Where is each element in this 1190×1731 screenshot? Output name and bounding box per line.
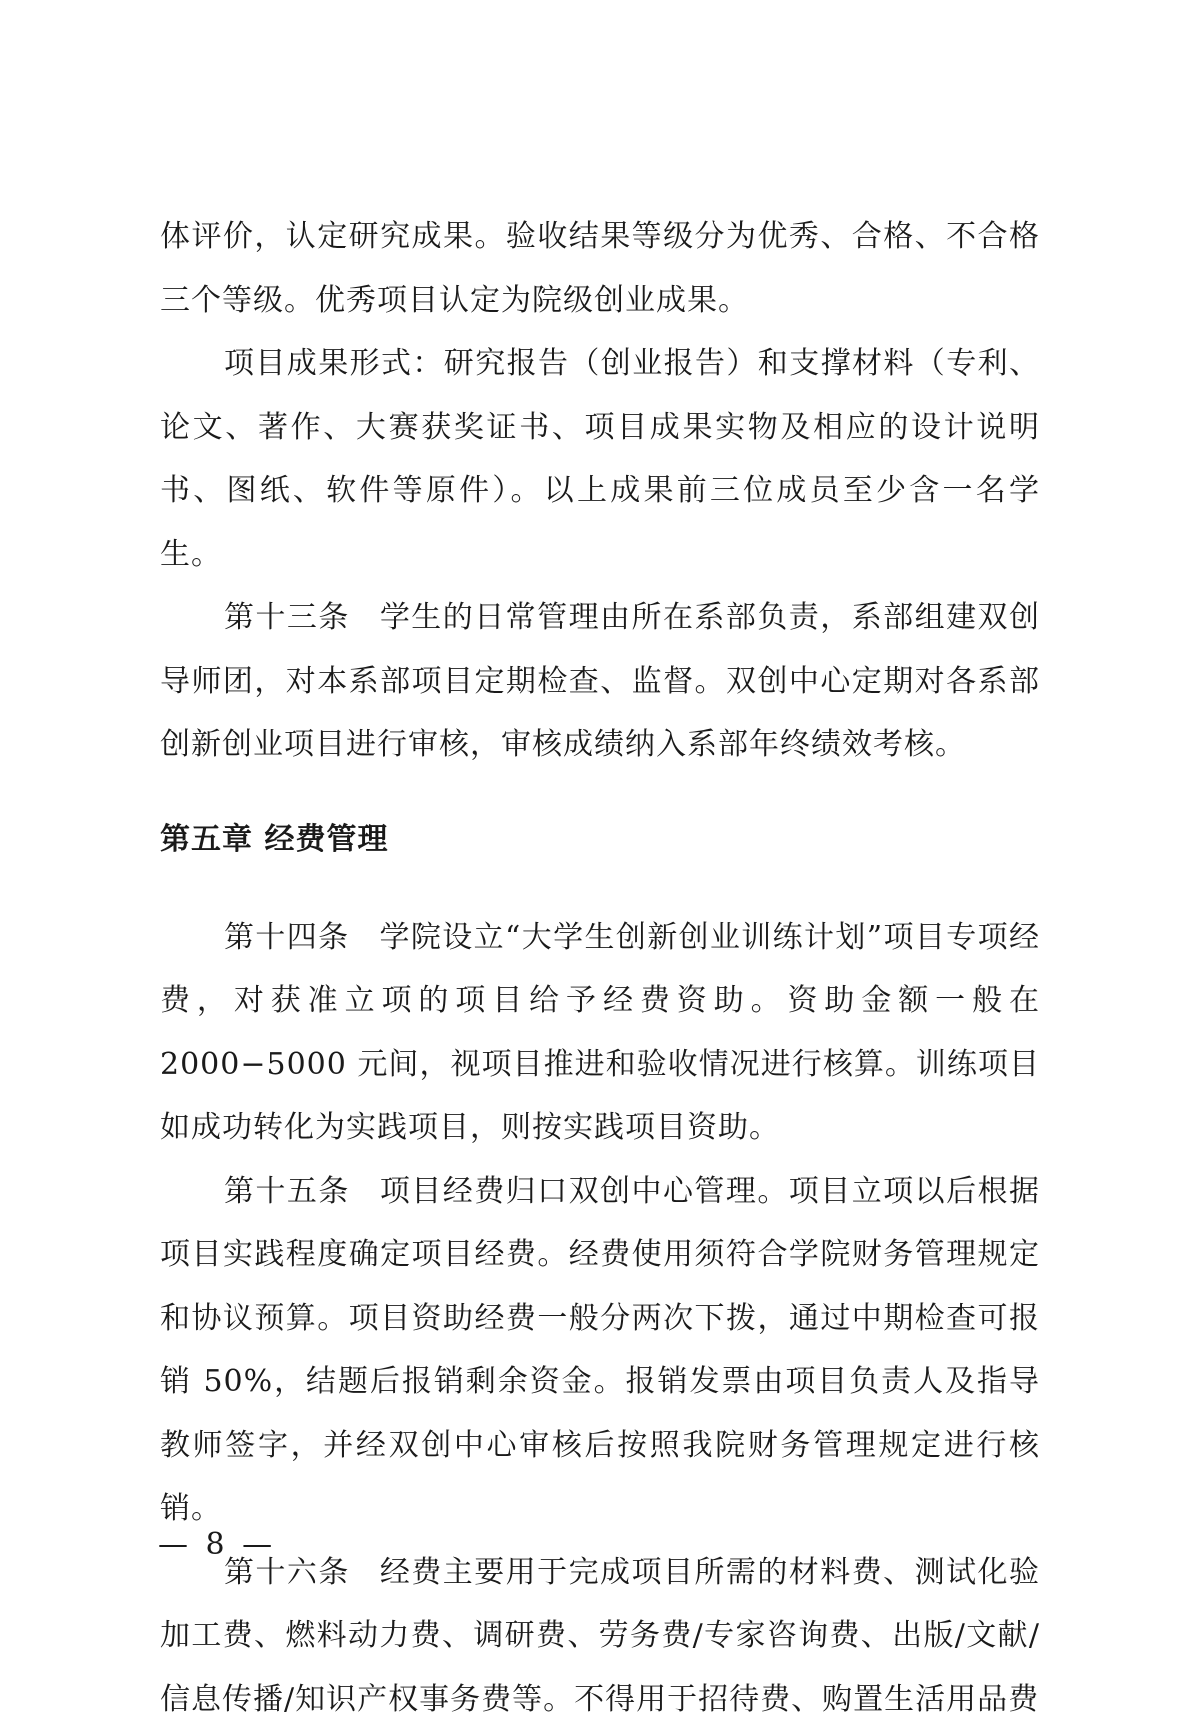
paragraph-result-forms: 项目成果形式：研究报告（创业报告）和支撑材料（专利、论文、著作、大赛获奖证书、项目成果实物及相应的设计说明书、图纸、软件等原件）。以上成果前三位成员至少含一名学生。: [160, 332, 1040, 586]
body-text: [160, 205, 1040, 1731]
article-13-label: 第十三条: [224, 600, 350, 635]
article-16-label: 第十六条: [224, 1555, 350, 1590]
article-13: [160, 586, 1040, 777]
article-14-text: 学院设立“大学生创新创业训练计划”项目专项经费，对获准立项的项目给予经费资助。资助金额一般在 2000−5000 元间，视项目推进和验收情况进行核算。训练项目如成功转化为实践项目，则按实践项目资助。: [160, 920, 1040, 1146]
article-15-label: 第十五条: [224, 1174, 350, 1209]
article-15-text: 项目经费归口双创中心管理。项目立项以后根据项目实践程度确定项目经费。经费使用须符合学院财务管理规定和协议预算。项目资助经费一般分两次下拨，通过中期检查可报销 50%，结题后报销剩余资金。报销发票由项目负责人及指导教师签字，并经双创中心审核后按照我院财务管理规定进行核销。: [160, 1174, 1040, 1527]
paragraph-evaluation-result: 体评价，认定研究成果。验收结果等级分为优秀、合格、不合格三个等级。优秀项目认定为院级创业成果。: [160, 205, 1040, 332]
article-16: [160, 1541, 1040, 1731]
chapter-title: 第五章 经费管理: [160, 806, 1040, 874]
article-16-text: 经费主要用于完成项目所需的材料费、测试化验加工费、燃料动力费、调研费、劳务费/专家咨询费、出版/文献/信息传播/知识产权事务费等。不得用于招待费、购置生活用品费: [160, 1555, 1040, 1717]
article-15: [160, 1160, 1040, 1541]
article-13-text: 学生的日常管理由所在系部负责，系部组建双创导师团，对本系部项目定期检查、监督。双创中心定期对各系部创新创业项目进行审核，审核成绩纳入系部年终绩效考核。: [160, 600, 1040, 762]
article-14-label: 第十四条: [224, 920, 350, 955]
page-number: — 8 —: [158, 1527, 276, 1562]
article-14: [160, 906, 1040, 1160]
